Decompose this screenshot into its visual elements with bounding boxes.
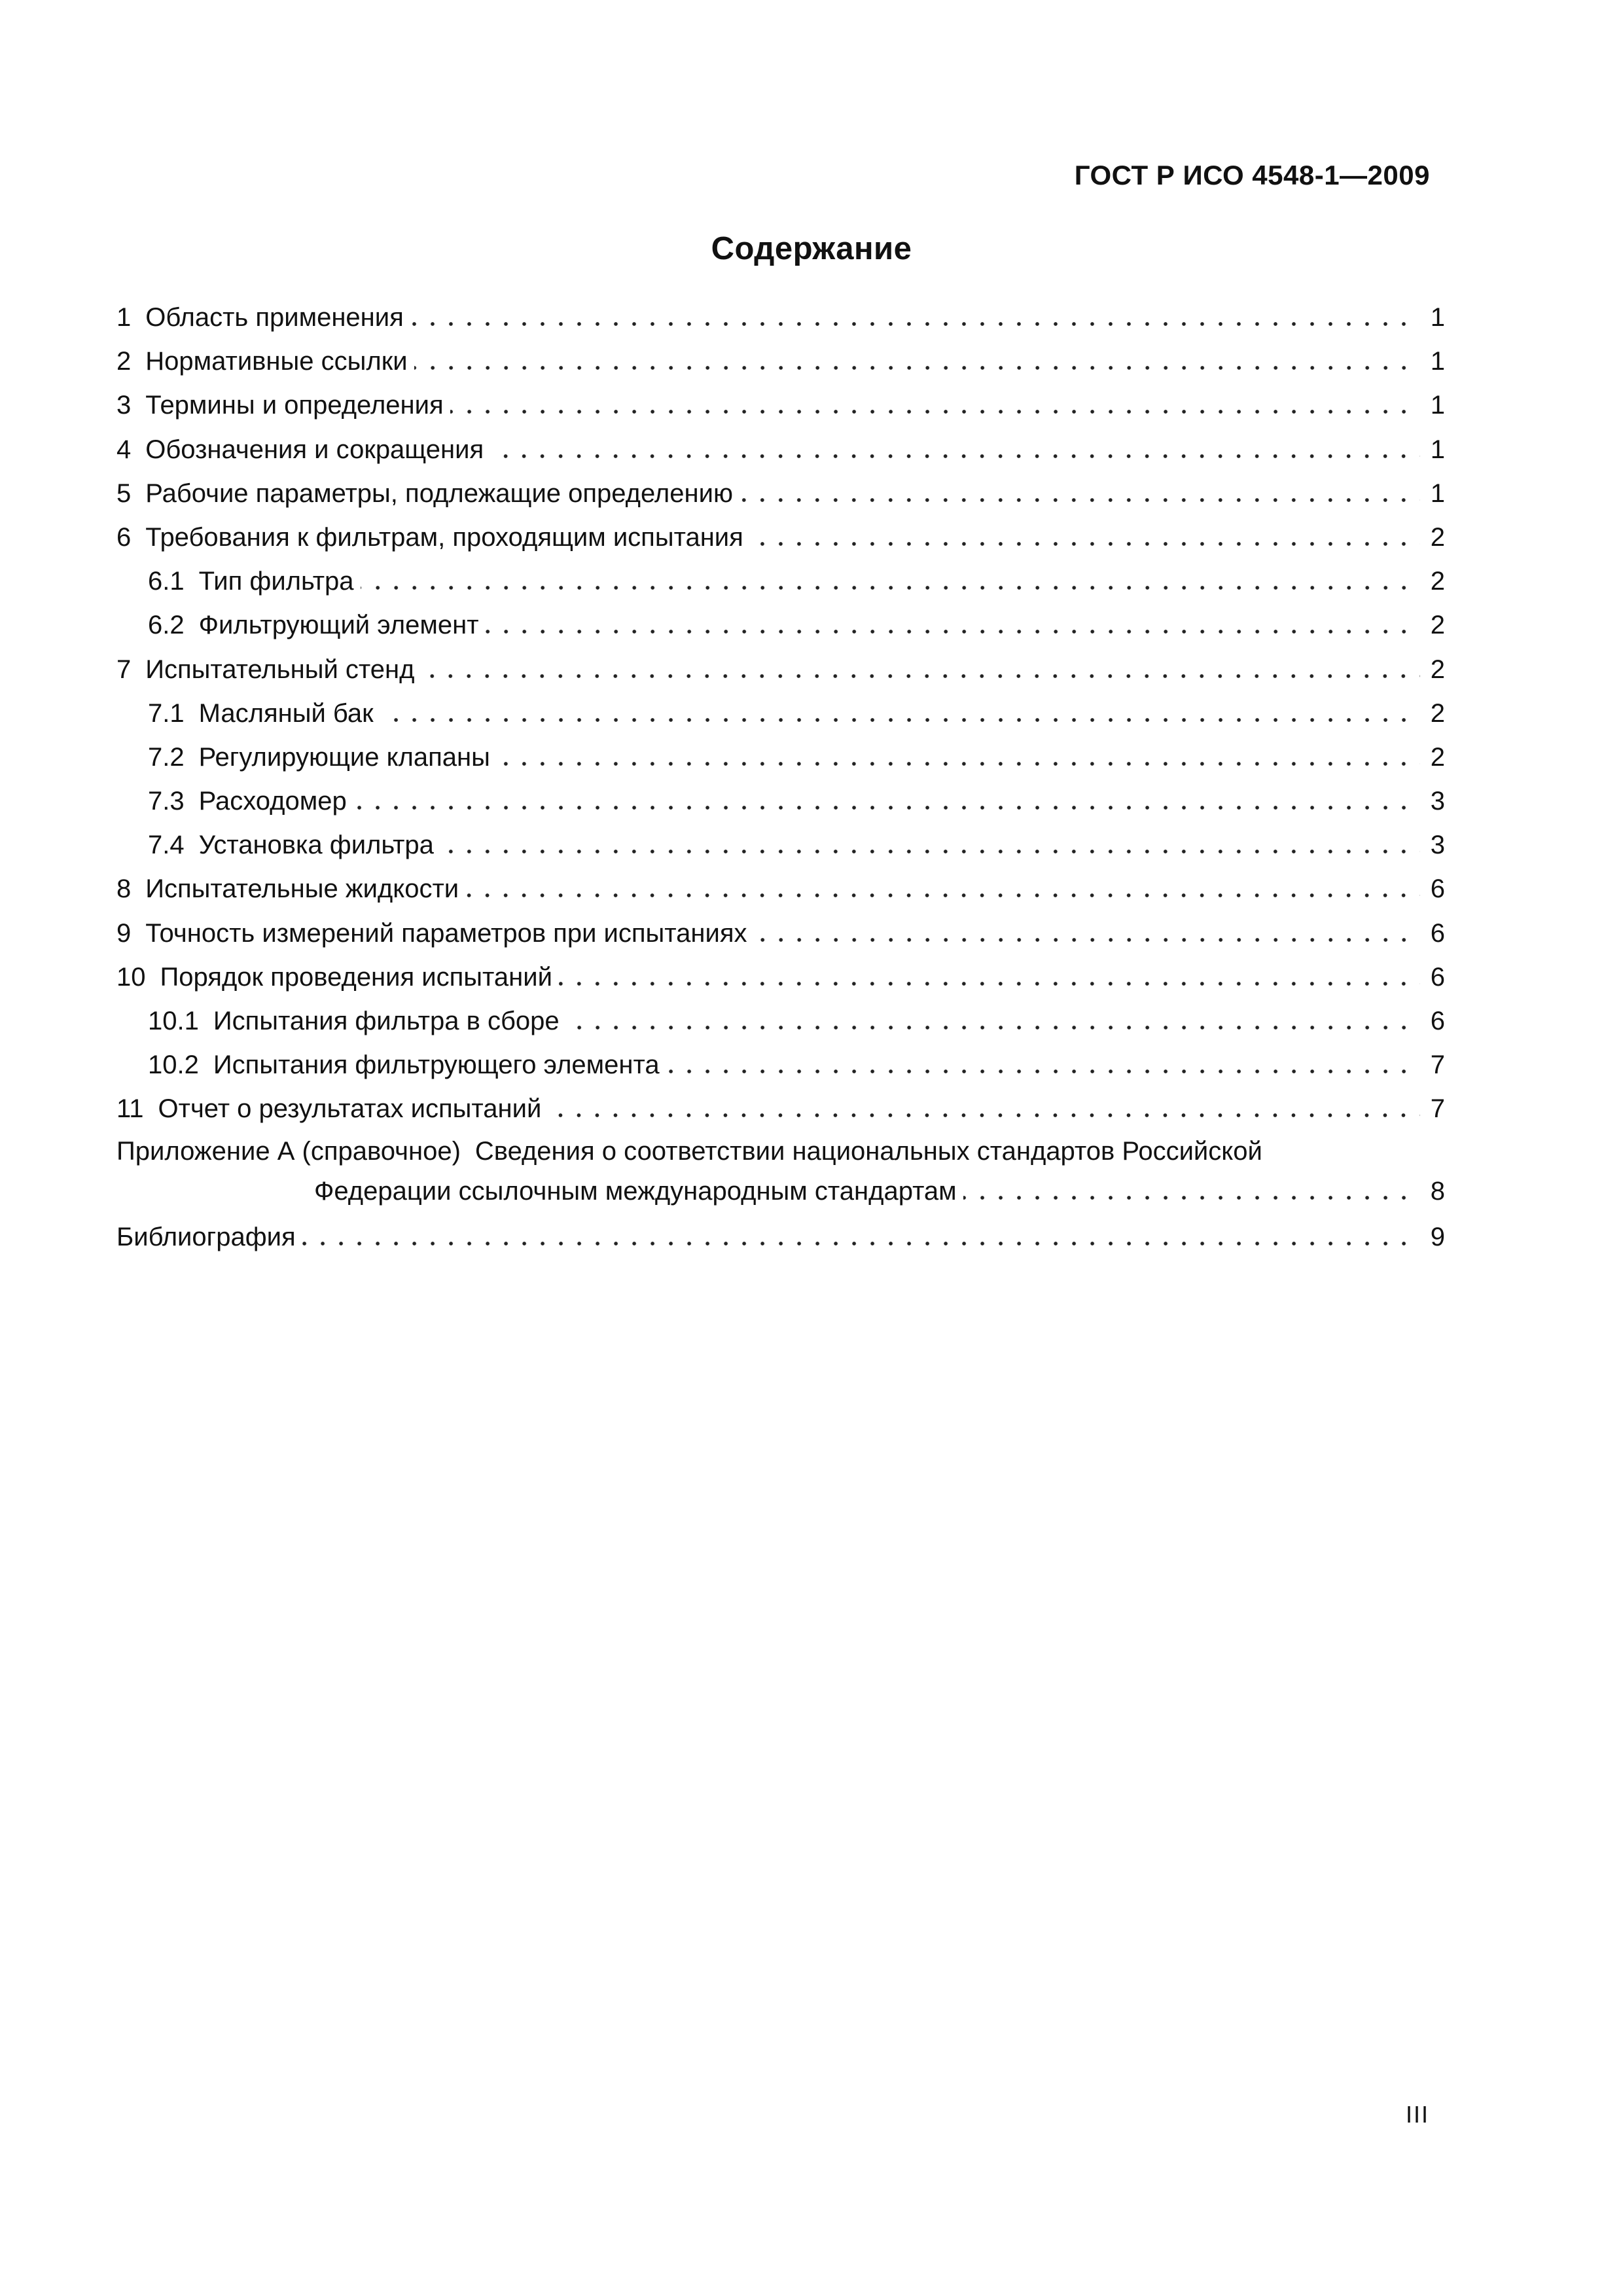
toc-entry-page: 6 [1430,874,1445,904]
toc-entry-number: 6 [116,522,132,552]
toc-entry-title: Регулирующие клапаны [198,742,490,772]
toc-entry[interactable] [116,340,1445,384]
toc-entry-page: 1 [1430,435,1445,464]
toc-entry-page: 2 [1430,611,1445,640]
toc-entry[interactable] [116,472,1445,516]
toc-subentry[interactable] [116,780,1445,823]
dot-leader [440,846,1420,853]
toc-entry-title: Отчет о результатах испытаний [158,1094,542,1124]
toc-entry-page: 1 [1430,303,1445,332]
toc-entry-number: 5 [116,478,132,508]
toc-entry-title: Испытательный стенд [145,655,415,684]
toc-entry-number: 8 [116,874,132,904]
toc-entry-title: Расходомер [198,787,347,816]
toc-subentry[interactable] [116,603,1445,647]
toc-subentry[interactable] [116,999,1445,1043]
toc-entry-page: 2 [1430,567,1445,596]
toc-entry-title: Тип фильтра [198,567,354,596]
annex-title-row [116,1171,1445,1211]
toc-entry-page: 1 [1430,478,1445,508]
annex-title-line2: Федерации ссылочным международным стандартам [314,1176,957,1206]
toc-entry[interactable] [116,296,1445,340]
toc-entry-page: 6 [1430,962,1445,992]
toc-entry-number: 9 [116,918,132,948]
dot-leader [486,626,1420,634]
dot-leader [566,1022,1420,1030]
dot-leader [963,1192,1420,1200]
toc-entry-page: 3 [1430,831,1445,860]
dot-leader [410,318,1420,326]
toc-entry[interactable] [116,428,1445,472]
toc-entry-title: Нормативные ссылки [145,347,408,376]
toc-entry[interactable] [116,867,1445,911]
toc-entry-number: 7.3 [148,787,185,816]
toc-entry-page: 2 [1430,522,1445,552]
toc-entry-page: 6 [1430,918,1445,948]
toc-entry[interactable] [116,384,1445,427]
toc-entry-number: 7.1 [148,698,185,728]
toc-entry-title: Испытания фильтра в сборе [213,1007,560,1035]
toc-entry-page: 2 [1430,655,1445,684]
toc-entry-page: 7 [1430,1050,1445,1080]
toc-entry-title: Порядок проведения испытаний [160,962,552,992]
dot-leader [559,978,1420,986]
toc-subentry[interactable] [116,560,1445,603]
dot-leader [548,1109,1419,1117]
toc-entry-page: 1 [1430,347,1445,376]
toc-entry-number: 10 [116,962,146,992]
toc-entry-number: 4 [116,435,132,464]
dot-leader [754,934,1420,942]
toc-entry-page: 9 [1430,1222,1445,1251]
document-code: ГОСТ Р ИСО 4548-1—2009 [1074,160,1430,190]
dot-leader [750,538,1420,546]
toc-entry-number: 3 [116,391,132,420]
dot-leader [497,758,1420,766]
annex-prefix: Приложение А (справочное) [116,1136,461,1166]
toc-entry-number: 6.2 [148,611,185,640]
toc-entry-number: 7 [116,655,132,684]
toc-entry-title: Масляный бак [198,698,374,728]
toc-entry[interactable] [116,648,1445,692]
toc-entry-number: 7.2 [148,742,185,772]
page-number: III [1405,2101,1429,2128]
dot-leader [666,1066,1420,1073]
toc-entry-page: 2 [1430,742,1445,772]
toc-entry-title: Точность измерений параметров при испытаниях [145,918,747,948]
toc-entry[interactable] [116,1087,1445,1131]
toc-entry-page: 6 [1430,1007,1445,1035]
toc-subentry[interactable] [116,1043,1445,1087]
toc-entry-number: 1 [116,303,132,332]
toc-entry-title: Обозначения и сокращения [145,435,484,464]
toc-entry[interactable] [116,912,1445,956]
table-of-contents [116,296,1445,1259]
toc-entry-page: 3 [1430,787,1445,816]
toc-entry-page: 2 [1430,698,1445,728]
dot-leader [353,802,1420,810]
toc-entry-title: Термины и определения [145,391,444,420]
toc-entry-title: Библиография [116,1222,296,1251]
toc-entry-number: 10.2 [148,1050,199,1080]
toc-entry-number: 6.1 [148,567,185,596]
toc-entry-page: 1 [1430,391,1445,420]
toc-bibliography-entry[interactable] [116,1215,1445,1259]
annex-title-line1: Сведения о соответствии национальных стандартов Российской [474,1136,1262,1166]
toc-subentry[interactable] [116,736,1445,780]
dot-leader [380,714,1420,722]
dot-leader [421,670,1419,678]
dot-leader [490,450,1420,458]
dot-leader [302,1238,1420,1246]
dot-leader [740,494,1420,502]
toc-entry[interactable] [116,516,1445,560]
toc-entry-title: Фильтрующий элемент [198,611,479,640]
toc-subentry[interactable] [116,692,1445,736]
toc-entry-page: 8 [1430,1176,1445,1206]
toc-title: Содержание [711,231,912,266]
toc-entry-title: Испытания фильтрующего элемента [213,1050,660,1080]
toc-subentry[interactable] [116,823,1445,867]
toc-entry-title: Испытательные жидкости [145,874,459,904]
toc-entry[interactable] [116,956,1445,999]
annex-heading-line [116,1132,1445,1171]
dot-leader [465,889,1420,897]
toc-entry-number: 10.1 [148,1007,199,1035]
toc-entry-title: Рабочие параметры, подлежащие определению [145,478,733,508]
dot-leader [414,362,1420,370]
toc-entry-page: 7 [1430,1094,1445,1124]
toc-entry-number: 11 [116,1094,144,1124]
toc-entry-title: Область применения [145,303,404,332]
toc-annex-entry[interactable] [116,1132,1445,1211]
toc-entry-title: Установка фильтра [198,831,434,860]
dot-leader [361,582,1420,590]
toc-entry-title: Требования к фильтрам, проходящим испытания [145,522,743,552]
dot-leader [450,406,1420,414]
toc-entry-number: 2 [116,347,132,376]
toc-entry-number: 7.4 [148,831,185,860]
